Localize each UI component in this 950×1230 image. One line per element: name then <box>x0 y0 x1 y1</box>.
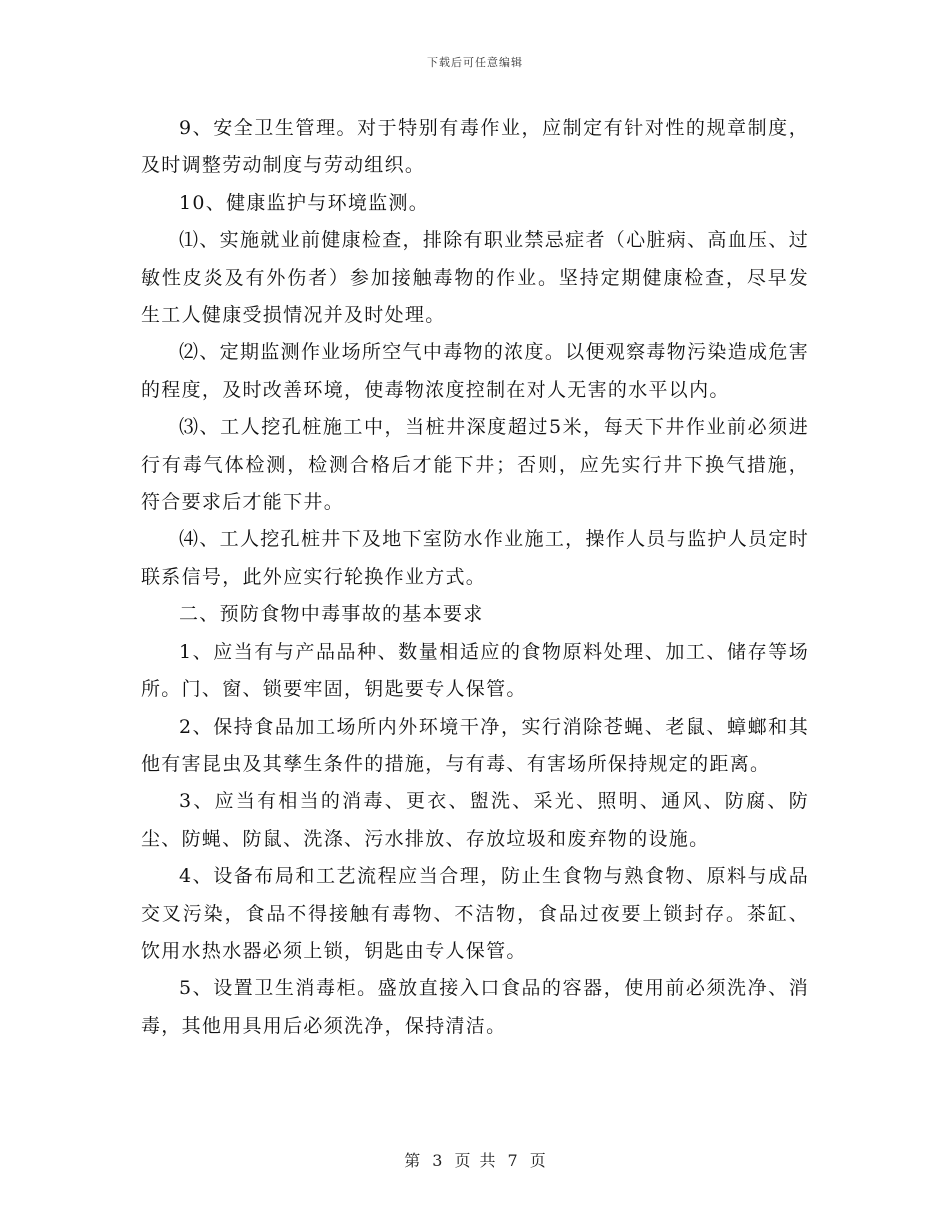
paragraph-layout-process: 4、设备布局和工艺流程应当合理，防止生食物与熟食物、原料与成品交叉污染，食品不得接触有毒物、不洁物，食品过夜要上锁封存。茶缸、饮用水热水器必须上锁，钥匙由专人保管。 <box>141 865 809 962</box>
paragraph-sanitation-facilities: 3、应当有相当的消毒、更衣、盥洗、采光、照明、通风、防腐、防尘、防蝇、防鼠、洗涤、污水排放、存放垃圾和废弃物的设施。 <box>141 790 809 850</box>
paragraph-pre-employment-check: ⑴、实施就业前健康检查，排除有职业禁忌症者（心脏病、高血压、过敏性皮炎及有外伤者）参加接触毒物的作业。坚持定期健康检查，尽早发生工人健康受损情况并及时处理。 <box>141 229 809 327</box>
paragraph-pest-control: 2、保持食品加工场所内外环境干净，实行消除苍蝇、老鼠、蟑螂和其他有害昆虫及其孳生条件的措施，与有毒、有害场所保持规定的距离。 <box>141 715 809 775</box>
document-body <box>141 110 809 1045</box>
footer-suffix: 页 <box>529 1151 546 1170</box>
section-heading-food-poisoning: 二、预防食物中毒事故的基本要求 <box>179 603 484 626</box>
footer-middle: 页 共 <box>454 1151 496 1170</box>
paragraph-air-monitoring: ⑵、定期监测作业场所空气中毒物的浓度。以便观察毒物污染造成危害的程度，及时改善环境，使毒物浓度控制在对人无害的水平以内。 <box>141 341 809 401</box>
paragraph-pile-gas-detection: ⑶、工人挖孔桩施工中，当桩井深度超过5米，每天下井作业前必须进行有毒气体检测，检测合格后才能下井；否则，应先实行井下换气措施，符合要求后才能下井。 <box>141 416 809 514</box>
paragraph-health-monitoring-heading: 10、健康监护与环境监测。 <box>179 191 430 214</box>
paragraph-waterproofing-rotation: ⑷、工人挖孔桩井下及地下室防水作业施工，操作人员与监护人员定时联系信号，此外应实行轮换作业方式。 <box>141 528 809 588</box>
current-page-number: 3 <box>432 1151 443 1170</box>
paragraph-safety-management: 9、安全卫生管理。对于特别有毒作业，应制定有针对性的规章制度，及时调整劳动制度与劳动组织。 <box>141 117 809 177</box>
header-note: 下载后可任意编辑 <box>427 56 523 69</box>
total-pages-number: 7 <box>507 1151 518 1170</box>
paragraph-disinfection-cabinet: 5、设置卫生消毒柜。盛放直接入口食品的容器，使用前必须洗净、消毒，其他用具用后必须洗净，保持清洁。 <box>141 977 809 1037</box>
page-number-footer <box>0 1148 950 1171</box>
footer-prefix: 第 <box>404 1151 421 1170</box>
paragraph-food-premises: 1、应当有与产品品种、数量相适应的食物原料处理、加工、储存等场所。门、窗、锁要牢固，钥匙要专人保管。 <box>141 640 809 701</box>
